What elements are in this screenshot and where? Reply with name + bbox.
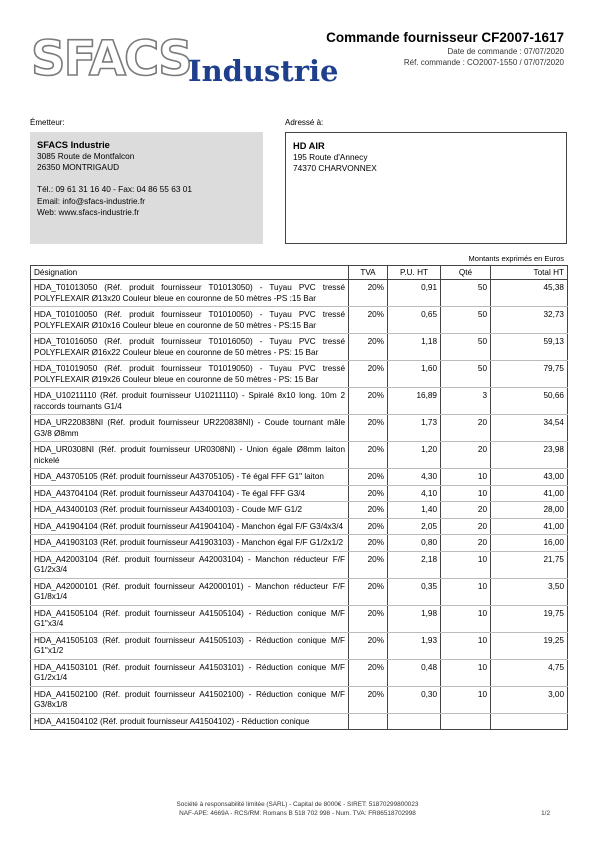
header-quantity: Qté bbox=[441, 266, 491, 280]
cell-tva: 20% bbox=[349, 518, 388, 535]
cell-total: 4,75 bbox=[491, 659, 568, 686]
cell-designation: HDA_A42003104 (Réf. produit fournisseur A42003104) - Manchon réducteur F/F G1/2x3/4 bbox=[31, 551, 349, 578]
cell-unit-price: 4,10 bbox=[388, 485, 441, 502]
cell-total: 34,54 bbox=[491, 415, 568, 442]
cell-total bbox=[491, 713, 568, 730]
cell-tva: 20% bbox=[349, 442, 388, 469]
cell-quantity: 20 bbox=[441, 518, 491, 535]
cell-unit-price: 0,80 bbox=[388, 535, 441, 552]
sender-phone: Tél.: 09 61 31 16 40 - Fax: 04 86 55 63 01 bbox=[37, 184, 192, 195]
cell-tva: 20% bbox=[349, 388, 388, 415]
table-row bbox=[31, 280, 568, 307]
recipient-name: HD AIR bbox=[293, 141, 325, 151]
cell-designation: HDA_A43400103 (Réf. produit fournisseur A43400103) - Coude M/F G1/2 bbox=[31, 502, 349, 519]
cell-tva: 20% bbox=[349, 280, 388, 307]
cell-unit-price bbox=[388, 713, 441, 730]
sender-website: Web: www.sfacs-industrie.fr bbox=[37, 206, 140, 217]
sender-email: Email: info@sfacs-industrie.fr bbox=[37, 195, 146, 206]
sender-address-line1: 3085 Route de Montfalcon bbox=[37, 151, 135, 161]
cell-total: 79,75 bbox=[491, 361, 568, 388]
cell-tva: 20% bbox=[349, 686, 388, 713]
cell-tva: 20% bbox=[349, 659, 388, 686]
table-row bbox=[31, 469, 568, 486]
recipient-address-line1: 195 Route d'Annecy bbox=[293, 152, 368, 162]
cell-designation: HDA_A43704104 (Réf. produit fournisseur A43704104) - Te égal FFF G3/4 bbox=[31, 485, 349, 502]
cell-quantity: 10 bbox=[441, 469, 491, 486]
table-row bbox=[31, 442, 568, 469]
cell-quantity: 10 bbox=[441, 578, 491, 605]
cell-quantity: 10 bbox=[441, 551, 491, 578]
cell-unit-price: 0,91 bbox=[388, 280, 441, 307]
cell-total: 41,00 bbox=[491, 518, 568, 535]
company-logo bbox=[31, 31, 339, 91]
table-row bbox=[31, 551, 568, 578]
cell-quantity: 50 bbox=[441, 334, 491, 361]
cell-tva: 20% bbox=[349, 605, 388, 632]
cell-tva: 20% bbox=[349, 469, 388, 486]
cell-total: 3,50 bbox=[491, 578, 568, 605]
cell-designation: HDA_A41503101 (Réf. produit fournisseur A41503101) - Réduction conique M/F G1/2x1/4 bbox=[31, 659, 349, 686]
cell-designation: HDA_T01010050 (Réf. produit fournisseur T01010050) - Tuyau PVC tressé POLYFLEXAIR Ø10x16 Couleur bleue en couronne de 50 mètres - PS:15 Bar bbox=[31, 307, 349, 334]
cell-unit-price: 1,18 bbox=[388, 334, 441, 361]
cell-tva bbox=[349, 713, 388, 730]
cell-total: 3,00 bbox=[491, 686, 568, 713]
cell-designation: HDA_A41505104 (Réf. produit fournisseur A41505104) - Réduction conique M/F G1"x3/4 bbox=[31, 605, 349, 632]
cell-tva: 20% bbox=[349, 551, 388, 578]
order-title: Commande fournisseur CF2007-1617 bbox=[326, 30, 564, 45]
cell-total: 32,73 bbox=[491, 307, 568, 334]
table-row bbox=[31, 659, 568, 686]
table-row bbox=[31, 518, 568, 535]
sender-label: Émetteur: bbox=[30, 118, 65, 127]
cell-tva: 20% bbox=[349, 632, 388, 659]
cell-unit-price: 0,35 bbox=[388, 578, 441, 605]
order-reference: Réf. commande : CO2007-1550 / 07/07/2020 bbox=[403, 58, 564, 67]
cell-quantity: 10 bbox=[441, 659, 491, 686]
cell-quantity: 20 bbox=[441, 535, 491, 552]
cell-tva: 20% bbox=[349, 334, 388, 361]
cell-unit-price: 16,89 bbox=[388, 388, 441, 415]
footer-legal-line2: NAF-APE: 4669A - RCS/RM: Romans B 518 702 998 - Num. TVA: FR86518702998 bbox=[179, 810, 416, 817]
cell-designation: HDA_UR220838NI (Réf. produit fournisseur UR220838NI) - Coude tournant mâle G3/8 Ø8mm bbox=[31, 415, 349, 442]
recipient-label: Adressé à: bbox=[285, 118, 324, 127]
cell-tva: 20% bbox=[349, 578, 388, 605]
table-row bbox=[31, 713, 568, 730]
cell-quantity: 10 bbox=[441, 485, 491, 502]
cell-quantity: 3 bbox=[441, 388, 491, 415]
table-row bbox=[31, 502, 568, 519]
order-lines-table bbox=[30, 265, 568, 730]
table-row bbox=[31, 485, 568, 502]
header-designation: Désignation bbox=[31, 266, 349, 280]
cell-designation: HDA_T01016050 (Réf. produit fournisseur T01016050) - Tuyau PVC tressé POLYFLEXAIR Ø16x22 Couleur bleue en couronne de 50 mètres - PS: 15 Bar bbox=[31, 334, 349, 361]
cell-unit-price: 0,65 bbox=[388, 307, 441, 334]
cell-quantity: 20 bbox=[441, 502, 491, 519]
cell-designation: HDA_A42000101 (Réf. produit fournisseur A42000101) - Manchon réducteur F/F G1/8x1/4 bbox=[31, 578, 349, 605]
cell-unit-price: 1,93 bbox=[388, 632, 441, 659]
cell-unit-price: 4,30 bbox=[388, 469, 441, 486]
cell-quantity: 20 bbox=[441, 442, 491, 469]
cell-designation: HDA_UR0308NI (Réf. produit fournisseur UR0308NI) - Union égale Ø8mm laiton nickelé bbox=[31, 442, 349, 469]
footer-legal-line1: Société à responsabilité limitée (SARL) - Capital de 8000€ - SIRET: 51870299800023 bbox=[176, 801, 419, 808]
cell-unit-price: 0,30 bbox=[388, 686, 441, 713]
cell-quantity: 50 bbox=[441, 280, 491, 307]
table-row bbox=[31, 578, 568, 605]
sender-box bbox=[30, 132, 263, 244]
table-row bbox=[31, 632, 568, 659]
cell-tva: 20% bbox=[349, 485, 388, 502]
cell-designation: HDA_U10211110 (Réf. produit fournisseur U10211110) - Spiralé 8x10 long. 10m 2 raccords tournants G1/4 bbox=[31, 388, 349, 415]
table-row bbox=[31, 605, 568, 632]
cell-total: 41,00 bbox=[491, 485, 568, 502]
table-row bbox=[31, 686, 568, 713]
table-row bbox=[31, 361, 568, 388]
logo-subtitle: Industrie bbox=[188, 54, 339, 88]
table-row bbox=[31, 334, 568, 361]
cell-designation: HDA_A41502100 (Réf. produit fournisseur A41502100) - Réduction conique M/F G3/8x1/8 bbox=[31, 686, 349, 713]
cell-quantity: 50 bbox=[441, 307, 491, 334]
cell-unit-price: 1,60 bbox=[388, 361, 441, 388]
cell-total: 50,66 bbox=[491, 388, 568, 415]
cell-tva: 20% bbox=[349, 415, 388, 442]
cell-quantity: 20 bbox=[441, 415, 491, 442]
cell-total: 28,00 bbox=[491, 502, 568, 519]
cell-designation: HDA_A41504102 (Réf. produit fournisseur A41504102) - Réduction conique bbox=[31, 713, 349, 730]
cell-designation: HDA_A43705105 (Réf. produit fournisseur A43705105) - Té égal FFF G1" laiton bbox=[31, 469, 349, 486]
cell-total: 19,75 bbox=[491, 605, 568, 632]
cell-designation: HDA_T01013050 (Réf. produit fournisseur T01013050) - Tuyau PVC tressé POLYFLEXAIR Ø13x20 Couleur bleue en couronne de 50 mètres -PS :15 Bar bbox=[31, 280, 349, 307]
cell-designation: HDA_A41904104 (Réf. produit fournisseur A41904104) - Manchon égal F/F G3/4x3/4 bbox=[31, 518, 349, 535]
cell-total: 19,25 bbox=[491, 632, 568, 659]
cell-quantity: 50 bbox=[441, 361, 491, 388]
cell-total: 21,75 bbox=[491, 551, 568, 578]
cell-unit-price: 2,18 bbox=[388, 551, 441, 578]
header-total: Total HT bbox=[491, 266, 568, 280]
cell-total: 23,98 bbox=[491, 442, 568, 469]
header-unit-price: P.U. HT bbox=[388, 266, 441, 280]
cell-tva: 20% bbox=[349, 361, 388, 388]
cell-quantity: 10 bbox=[441, 632, 491, 659]
cell-unit-price: 2,05 bbox=[388, 518, 441, 535]
cell-total: 59,13 bbox=[491, 334, 568, 361]
table-body bbox=[31, 280, 568, 730]
sender-address-line2: 26350 MONTRIGAUD bbox=[37, 162, 120, 173]
sender-name: SFACS Industrie bbox=[37, 140, 110, 150]
cell-quantity: 10 bbox=[441, 686, 491, 713]
cell-total: 45,38 bbox=[491, 280, 568, 307]
recipient-box bbox=[285, 132, 567, 244]
cell-total: 16,00 bbox=[491, 535, 568, 552]
currency-note: Montants exprimés en Euros bbox=[468, 254, 564, 263]
table-row bbox=[31, 415, 568, 442]
cell-designation: HDA_A41903103 (Réf. produit fournisseur A41903103) - Manchon égal F/F G1/2x1/2 bbox=[31, 535, 349, 552]
cell-tva: 20% bbox=[349, 502, 388, 519]
cell-tva: 20% bbox=[349, 307, 388, 334]
table-header-row bbox=[31, 266, 568, 280]
cell-total: 43,00 bbox=[491, 469, 568, 486]
recipient-address-line2: 74370 CHARVONNEX bbox=[293, 163, 377, 174]
cell-unit-price: 0,48 bbox=[388, 659, 441, 686]
cell-designation: HDA_A41505103 (Réf. produit fournisseur A41505103) - Réduction conique M/F G1"x1/2 bbox=[31, 632, 349, 659]
cell-designation: HDA_T01019050 (Réf. produit fournisseur T01019050) - Tuyau PVC tressé POLYFLEXAIR Ø19x26 Couleur bleue en couronne de 50 mètres - PS: 15 Bar bbox=[31, 361, 349, 388]
cell-unit-price: 1,98 bbox=[388, 605, 441, 632]
cell-tva: 20% bbox=[349, 535, 388, 552]
table-row bbox=[31, 307, 568, 334]
cell-unit-price: 1,40 bbox=[388, 502, 441, 519]
cell-quantity: 10 bbox=[441, 605, 491, 632]
logo-wordmark: SFACS bbox=[31, 31, 191, 87]
cell-unit-price: 1,73 bbox=[388, 415, 441, 442]
header-tva: TVA bbox=[349, 266, 388, 280]
table-row bbox=[31, 535, 568, 552]
order-date: Date de commande : 07/07/2020 bbox=[447, 47, 564, 56]
cell-quantity bbox=[441, 713, 491, 730]
cell-unit-price: 1,20 bbox=[388, 442, 441, 469]
table-row bbox=[31, 388, 568, 415]
page-number: 1/2 bbox=[541, 810, 550, 817]
